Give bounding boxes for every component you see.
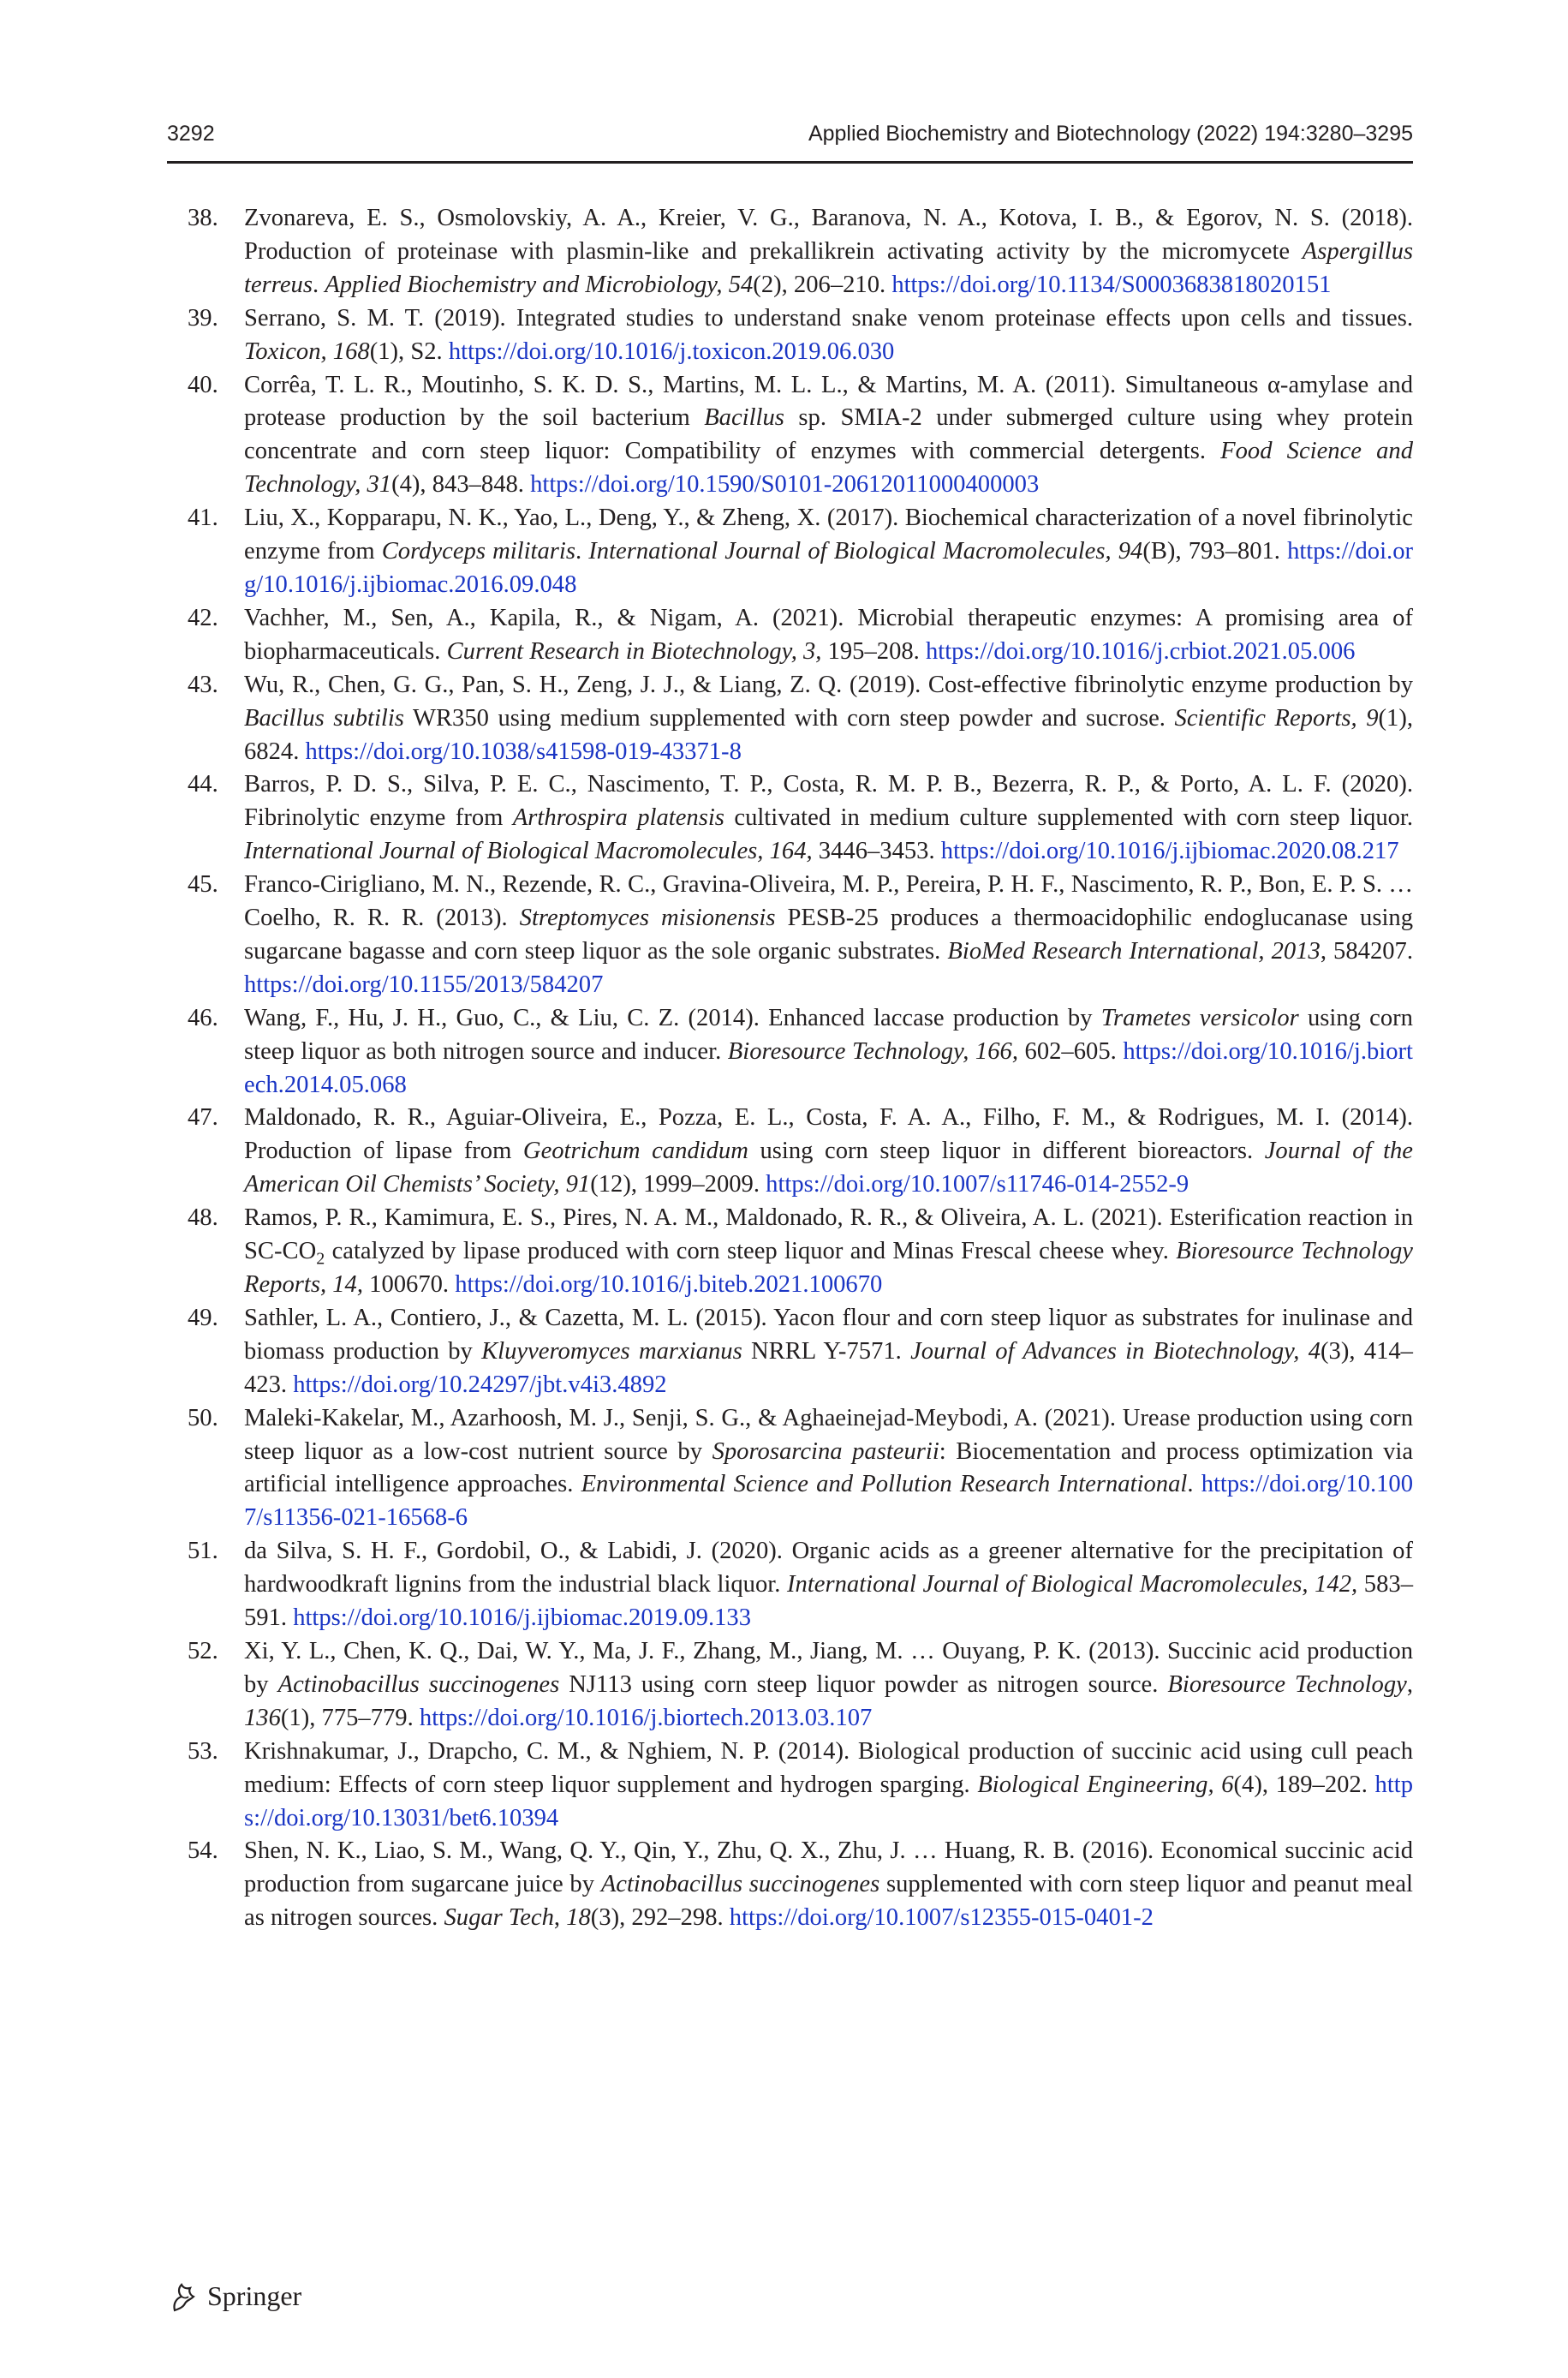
reference-number: 43.	[188, 671, 218, 698]
reference-text: (3), 292–298.	[590, 1904, 730, 1932]
reference-text: 602–605.	[1017, 1037, 1124, 1065]
reference-text: Vachher, M., Sen, A., Kapila, R., & Nigam, A. (2021). Microbial therapeutic enzymes: A promising area of biopharmaceuticals.	[244, 604, 1413, 665]
italic-text: Environmental Science and Pollution Research International	[581, 1471, 1188, 1498]
reference-number: 46.	[188, 1004, 218, 1031]
reference-text: Wu, R., Chen, G. G., Pan, S. H., Zeng, J. J., & Liang, Z. Q. (2019). Cost-effective fibrinolytic enzyme production by	[244, 671, 1413, 698]
reference-text: (4), 843–848.	[391, 471, 531, 499]
reference-text: Liu, X., Kopparapu, N. K., Yao, L., Deng, Y., & Zheng, X. (2017). Biochemical characterization of a novel fibrinolytic enzyme from	[244, 505, 1413, 565]
reference-text: Maldonado, R. R., Aguiar-Oliveira, E., Pozza, E. L., Costa, F. A. A., Filho, F. M., & Rodrigues, M. I. (2014). Production of lipase from	[244, 1104, 1413, 1165]
reference-text: da Silva, S. H. F., Gordobil, O., & Labidi, J. (2020). Organic acids as a greener alternative for the precipitation of hardwoodkraft lignins from the industrial black liquor.	[244, 1538, 1413, 1598]
italic-text: Kluyveromyces marxianus	[481, 1337, 742, 1365]
doi-link[interactable]: https://doi.org/10.13031/bet6.10394	[244, 1771, 1413, 1831]
reference-text: Corrêa, T. L. R., Moutinho, S. K. D. S., Martins, M. L. L., & Martins, M. A. (2011). Simultaneous α-amylase and protease production by the soil bacterium	[244, 371, 1413, 432]
reference-item	[176, 869, 1413, 1002]
reference-item	[176, 1736, 1413, 1836]
reference-number: 52.	[188, 1637, 218, 1664]
reference-item	[176, 1402, 1413, 1536]
reference-text: Maleki-Kakelar, M., Azarhoosh, M. J., Senji, S. G., & Aghaeinejad-Meybodi, A. (2021). Urease production using corn steep liquor as a low-cost nutrient source by	[244, 1404, 1413, 1465]
italic-text: Current Research in Biotechnology, 3,	[446, 637, 822, 665]
doi-link[interactable]: https://doi.org/10.1016/j.ijbiomac.2019.09.133	[293, 1604, 751, 1632]
reference-text: Franco-Cirigliano, M. N., Rezende, R. C., Gravina-Oliveira, M. P., Pereira, P. H. F., Nascimento, R. P., Bon, E. P. S. … Coelho, R. R. R. (2013).	[244, 871, 1413, 932]
reference-text: Xi, Y. L., Chen, K. Q., Dai, W. Y., Ma, J. F., Zhang, M., Jiang, M. … Ouyang, P. K. (2013). Succinic acid production by	[244, 1637, 1413, 1698]
reference-text: (1), 6824.	[244, 704, 1413, 765]
reference-text: catalyzed by lipase produced with corn steep liquor and Minas Frescal cheese whey.	[325, 1238, 1177, 1265]
reference-text: using corn steep liquor as both nitrogen source and inducer.	[244, 1004, 1413, 1065]
reference-number: 50.	[188, 1404, 218, 1431]
reference-text: Barros, P. D. S., Silva, P. E. C., Nascimento, T. P., Costa, R. M. P. B., Bezerra, R. P., & Porto, A. L. F. (2020). Fibrinolytic enzyme from	[244, 771, 1413, 832]
reference-number: 38.	[188, 205, 218, 231]
reference-text: Serrano, S. M. T. (2019). Integrated studies to understand snake venom proteinase effects upon cells and tissues.	[244, 304, 1413, 332]
reference-text: (1), S2.	[369, 338, 449, 365]
reference-item	[176, 502, 1413, 602]
italic-text: Aspergillus terreus	[244, 237, 1413, 298]
doi-link[interactable]: https://doi.org/10.1016/j.biortech.2013.03.107	[419, 1704, 873, 1731]
springer-horse-icon	[170, 2281, 199, 2312]
reference-text: sp. SMIA-2 under submerged culture using whey protein concentrate and corn steep liquor: Compatibility of enzymes with commercial detergents.	[244, 404, 1413, 465]
italic-text: Actinobacillus succinogenes	[600, 1871, 880, 1898]
italic-text: Scientific Reports, 9	[1174, 704, 1379, 732]
reference-text: 100670.	[363, 1271, 456, 1298]
italic-text: Cordyceps militaris	[381, 538, 576, 565]
reference-item	[176, 669, 1413, 769]
doi-link[interactable]: https://doi.org/10.1016/j.ijbiomac.2020.08.217	[940, 838, 1399, 865]
reference-number: 47.	[188, 1104, 218, 1132]
italic-text: 136	[244, 1704, 281, 1731]
reference-text: 195–208.	[821, 637, 926, 665]
doi-link[interactable]: https://doi.org/10.1155/2013/584207	[244, 971, 604, 998]
reference-text: (2), 206–210.	[753, 271, 892, 298]
italic-text: Journal of Advances in Biotechnology, 4	[910, 1337, 1321, 1365]
doi-link[interactable]: https://doi.org/10.1038/s41598-019-43371-8	[305, 738, 742, 765]
reference-item	[176, 1002, 1413, 1102]
reference-text: : Biocementation and process optimization via artificial intelligence approaches.	[244, 1437, 1414, 1498]
italic-text: Streptomyces misionensis	[519, 905, 776, 932]
reference-item	[176, 1835, 1413, 1935]
journal-citation: Applied Biochemistry and Biotechnology (2022) 194:3280–3295	[808, 122, 1413, 146]
italic-text: Applied Biochemistry and Microbiology, 54	[325, 271, 754, 298]
reference-list	[176, 202, 1413, 1935]
reference-text: (12), 1999–2009.	[590, 1171, 766, 1198]
reference-text: WR350 using medium supplemented with corn steep powder and sucrose.	[403, 704, 1175, 732]
italic-text: BioMed Research International, 2013	[947, 937, 1321, 965]
reference-number: 44.	[188, 771, 218, 798]
italic-text: International Journal of Biological Macromolecules, 164,	[244, 838, 813, 865]
italic-text: Bacillus subtilis	[244, 704, 404, 732]
doi-link[interactable]: https://doi.org/10.24297/jbt.v4i3.4892	[293, 1371, 667, 1398]
reference-number: 45.	[188, 871, 218, 899]
italic-text: 18	[566, 1904, 591, 1932]
reference-number: 41.	[188, 505, 218, 532]
running-header	[167, 120, 1413, 164]
reference-text: ,	[1406, 1670, 1413, 1698]
reference-text: Zvonareva, E. S., Osmolovskiy, A. A., Kreier, V. G., Baranova, N. A., Kotova, I. B., & Egorov, N. S. (2018). Production of proteinase with plasmin-like and prekallikrein activating activity by the micromycete	[244, 205, 1413, 265]
page-number: 3292	[167, 122, 215, 146]
doi-link[interactable]: https://doi.org/10.1016/j.ijbiomac.2016.09.048	[244, 538, 1414, 598]
italic-text: Trametes versicolor	[1100, 1004, 1299, 1031]
doi-link[interactable]: https://doi.org/10.1134/S0003683818020151	[891, 271, 1332, 298]
doi-link[interactable]: https://doi.org/10.1007/s11356-021-16568-6	[244, 1471, 1413, 1532]
reference-item	[176, 1535, 1413, 1635]
reference-text: Shen, N. K., Liao, S. M., Wang, Q. Y., Qin, Y., Zhu, Q. X., Zhu, J. … Huang, R. B. (2016). Economical succinic acid production from sugarcane juice by	[244, 1837, 1413, 1898]
reference-item	[176, 602, 1413, 669]
reference-text: NRRL Y-7571.	[742, 1337, 911, 1365]
reference-text: (4), 189–202.	[1233, 1771, 1375, 1798]
reference-item	[176, 1635, 1413, 1736]
doi-link[interactable]: https://doi.org/10.1590/S0101-20612011000400003	[530, 471, 1040, 499]
italic-text: Geotrichum candidum	[522, 1138, 748, 1165]
doi-link[interactable]: https://doi.org/10.1016/j.biortech.2014.05.068	[244, 1037, 1413, 1098]
reference-text: (3), 414–423.	[244, 1337, 1413, 1398]
doi-link[interactable]: https://doi.org/10.1007/s12355-015-0401-2	[729, 1904, 1154, 1932]
reference-number: 54.	[188, 1837, 218, 1865]
italic-text: International Journal of Biological Macromolecules, 94	[588, 538, 1143, 565]
reference-item	[176, 202, 1413, 302]
reference-number: 49.	[188, 1304, 218, 1331]
doi-link[interactable]: https://doi.org/10.1016/j.crbiot.2021.05.006	[925, 637, 1356, 665]
reference-number: 39.	[188, 304, 218, 332]
reference-text: .	[312, 271, 325, 298]
publisher-footer	[170, 2280, 301, 2312]
italic-text: Food Science and Technology, 31	[244, 438, 1413, 499]
reference-text: , 584207.	[1320, 937, 1413, 965]
italic-text: Bioresource Technology Reports, 14,	[244, 1238, 1413, 1298]
reference-text: ,	[553, 1904, 567, 1932]
doi-link[interactable]: https://doi.org/10.1007/s11746-014-2552-9	[766, 1171, 1189, 1198]
italic-text: Actinobacillus succinogenes	[277, 1670, 560, 1698]
italic-text: International Journal of Biological Macromolecules, 142,	[787, 1571, 1358, 1598]
reference-text: 583–591.	[244, 1571, 1413, 1632]
reference-item	[176, 1202, 1413, 1302]
italic-text: Bioresource Technology	[1167, 1670, 1407, 1698]
italic-text: Toxicon, 168	[244, 338, 370, 365]
reference-text: Krishnakumar, J., Drapcho, C. M., & Nghiem, N. P. (2014). Biological production of succinic acid using cull peach medium: Effects of corn steep liquor supplement and hydrogen sparging.	[244, 1737, 1413, 1798]
publisher-name: Springer	[207, 2280, 302, 2311]
reference-text: .	[1187, 1471, 1201, 1498]
reference-number: 42.	[188, 604, 218, 631]
italic-text: Journal of the American Oil Chemists’ Society, 91	[244, 1138, 1413, 1198]
reference-number: 53.	[188, 1737, 218, 1765]
reference-number: 40.	[188, 371, 218, 398]
italic-text: Sporosarcina pasteurii	[712, 1437, 939, 1465]
reference-text: cultivated in medium culture supplemented with corn steep liquor.	[724, 804, 1414, 832]
reference-number: 48.	[188, 1204, 218, 1232]
reference-item	[176, 1102, 1413, 1202]
reference-text: (1), 775–779.	[280, 1704, 420, 1731]
reference-text: Ramos, P. R., Kamimura, E. S., Pires, N. A. M., Maldonado, R. R., & Oliveira, A. L. (2021). Esterification reaction in SC-CO	[244, 1204, 1413, 1265]
reference-text: NJ113 using corn steep liquor powder as nitrogen source.	[559, 1670, 1168, 1698]
doi-link[interactable]: https://doi.org/10.1016/j.biteb.2021.100670	[455, 1271, 883, 1298]
reference-item	[176, 1302, 1413, 1402]
subscript-text: 2	[316, 1249, 325, 1269]
reference-text: Wang, F., Hu, J. H., Guo, C., & Liu, C. Z. (2014). Enhanced laccase production by	[244, 1004, 1101, 1031]
italic-text: Sugar Tech	[444, 1904, 554, 1932]
reference-item	[176, 768, 1413, 869]
reference-number: 51.	[188, 1538, 218, 1565]
italic-text: Bacillus	[704, 404, 784, 432]
reference-text: 3446–3453.	[812, 838, 941, 865]
italic-text: Biological Engineering, 6	[977, 1771, 1234, 1798]
doi-link[interactable]: https://doi.org/10.1016/j.toxicon.2019.06.030	[448, 338, 895, 365]
reference-item	[176, 369, 1413, 503]
italic-text: Bioresource Technology, 166,	[727, 1037, 1018, 1065]
reference-text: .	[575, 538, 589, 565]
reference-text: (B), 793–801.	[1142, 538, 1288, 565]
reference-text: supplemented with corn steep liquor and peanut meal as nitrogen sources.	[244, 1871, 1413, 1932]
reference-text: PESB-25 produces a thermoacidophilic endoglucanase using sugarcane bagasse and corn steep liquor as the sole organic substrates.	[244, 905, 1414, 965]
italic-text: Arthrospira platensis	[512, 804, 724, 832]
reference-item	[176, 302, 1413, 369]
reference-text: using corn steep liquor in different bioreactors.	[748, 1138, 1265, 1165]
reference-text: Sathler, L. A., Contiero, J., & Cazetta, M. L. (2015). Yacon flour and corn steep liquor as substrates for inulinase and biomass production by	[244, 1304, 1413, 1365]
